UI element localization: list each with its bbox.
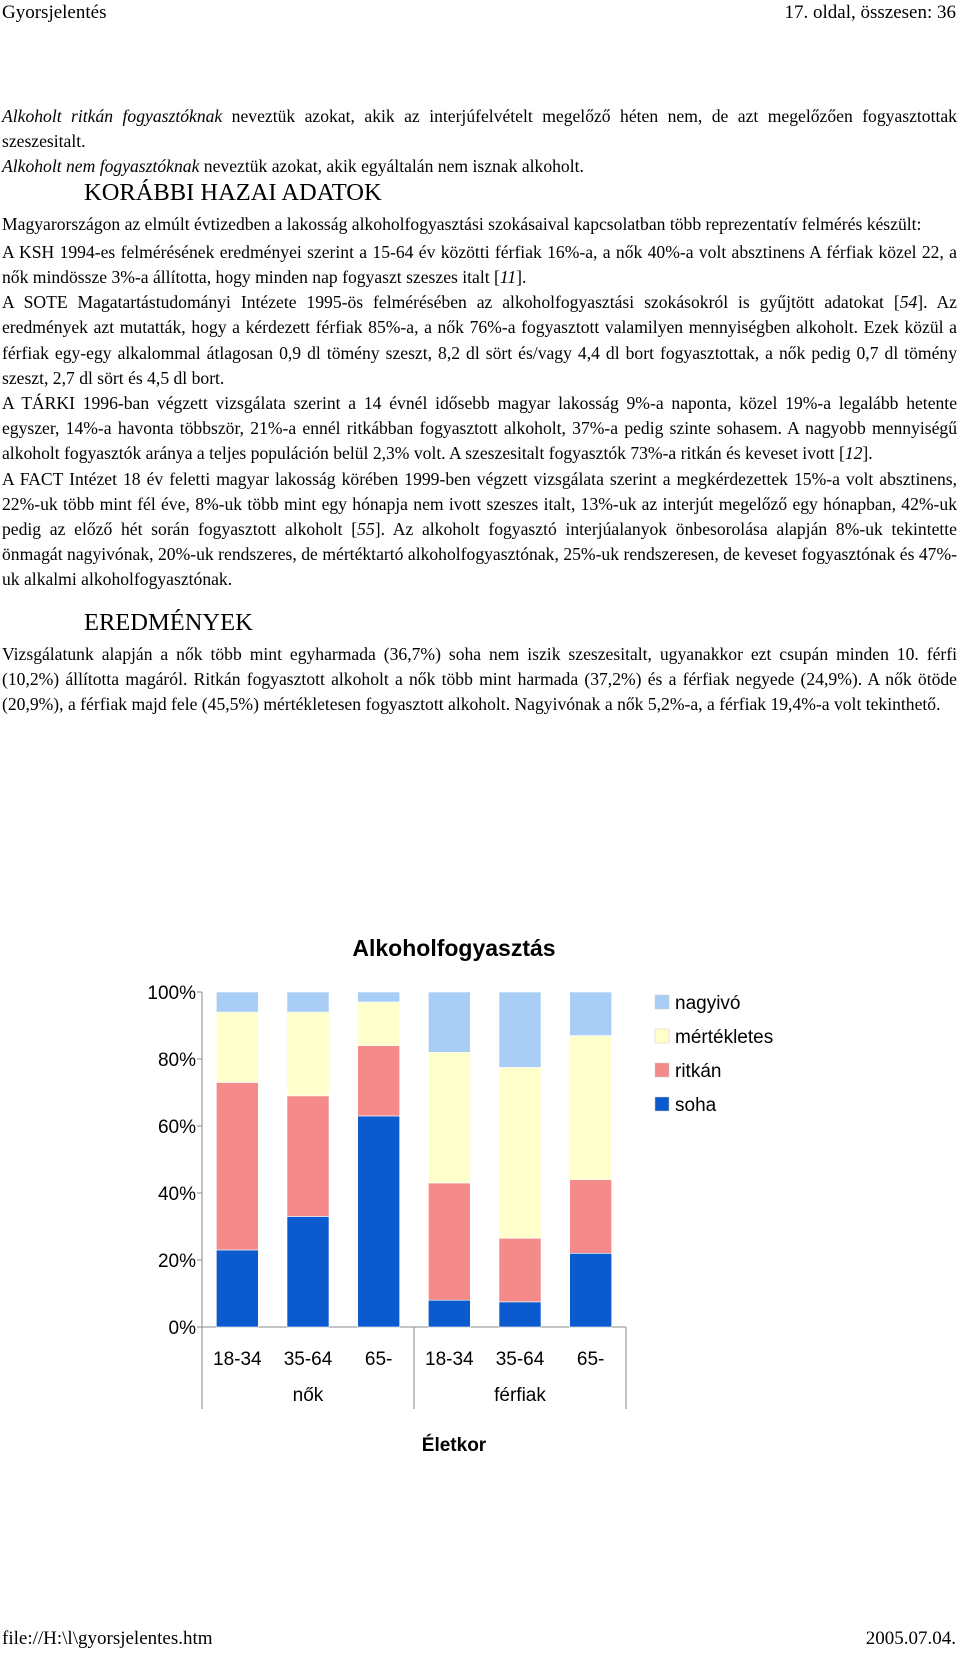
sote-citation: 54 [899,292,918,313]
bar-segment-soha [358,1116,400,1327]
paragraph-fact [2,467,957,593]
y-tick-label: 60% [157,1117,196,1138]
x-tick-label: 65- [576,1349,605,1370]
bar-segment-nagyivó [428,992,470,1052]
x-tick-label: 35-64 [283,1349,333,1370]
document-body [2,104,957,717]
legend-swatch-ritkán [655,1063,669,1077]
x-tick-label: 18-34 [425,1349,474,1370]
legend-label-soha: soha [675,1095,717,1116]
x-group-label: férfiak [494,1385,546,1406]
footer-file-path: file://H:\l\gyorsjelentes.htm [2,1628,213,1649]
header-title: Gyorsjelentés [2,2,107,23]
legend-swatch-nagyivó [655,995,669,1009]
fact-text: A FACT Intézet 18 év feletti magyar lakosság körében 1999-ben végzett vizsgálata szerint a megkérdezettek 15%-a volt absztinens, 22%-uk több mint fél éve, 8%-uk több mint egy hónapja nem ivott szeszes italt, 13%-uk az interjút megelőző egy hónapban, 42%-uk pedig az előző hét során fogyasztott alkoholt [ [2,468,957,540]
x-group-label: nők [292,1385,324,1406]
bar-segment-nagyivó [358,992,400,1002]
paragraph-tarki [2,391,957,467]
y-tick-label: 80% [157,1050,196,1071]
legend-label-ritkán: ritkán [675,1061,722,1082]
legend-swatch-mértékletes [655,1029,669,1043]
bar-segment-nagyivó [499,992,541,1067]
tarki-text: A TÁRKI 1996-ban végzett vizsgálata szerint a 14 évnél idősebb magyar lakosság 9%-a naponta, közel 19%-a legalább hetente egyszer, 14%-a havonta többször, 21%-a ennél ritkábban fogyasztott alkoholt, 37%-a pedig szinte sohasem. A nagyobb mennyiségű alkoholt fogyasztók aránya a teljes populáción belül 2,3% volt. A szeszesitalt fogyasztók 73%-a ritkán és keveset ivott [ [2,393,957,464]
bar-segment-mértékletes [499,1067,541,1238]
section-heading-previous: KORÁBBI HAZAI ADATOK [84,178,382,206]
sote-text: A SOTE Magatartástudományi Intézete 1995-ös felmérésében az alkoholfogyasztási szokásokról is gyűjtött adatokat [ [2,292,900,313]
alcohol-consumption-chart [0,935,960,1490]
x-tick-label: 18-34 [213,1349,262,1370]
bar-segment-mértékletes [428,1052,470,1183]
sote-text-end: ]. Az eredmények azt mutatták, hogy a kérdezett férfiak 85%-a, a nők 76%-a fogyasztott valamilyen mennyiségben alkoholt. Ezek közül a férfiak egy-egy alkalommal átlagosan 0,9 dl tömény szeszt, 8,2 dl sört és/vagy 4,4 dl bort fogyasztottak, a nők pedig 0,7 dl tömény szeszt, 2,7 dl sört és 4,5 dl bort. [2,292,957,388]
bar-segment-soha [216,1250,258,1327]
bar-segment-ritkán [428,1183,470,1300]
bar-segment-soha [287,1216,329,1327]
legend-label-nagyivó: nagyivó [675,993,741,1014]
bar-segment-ritkán [358,1046,400,1116]
ksh-citation: 11 [499,267,517,288]
header-page-number: 17. oldal, összesen: 36 [784,2,956,23]
y-tick-label: 20% [157,1251,196,1272]
y-tick-label: 0% [168,1318,196,1339]
paragraph-ksh [2,240,957,290]
bar-segment-ritkán [287,1096,329,1217]
bar-segment-soha [499,1302,541,1327]
bar-segment-soha [428,1300,470,1327]
bar-segment-nagyivó [287,992,329,1012]
bar-segment-ritkán [499,1238,541,1302]
footer-date: 2005.07.04. [865,1628,956,1649]
definition-non-text: neveztük azokat, akik egyáltalán nem isznak alkoholt. [199,156,584,177]
paragraph-intro: Magyarországon az elmúlt évtizedben a lakosság alkoholfogyasztási szokásaival kapcsolatban több reprezentatív felmérés készült: [2,213,922,234]
paragraph-sote [2,290,957,391]
ksh-text: A KSH 1994-es felmérésének eredményei szerint a 15-64 év közötti férfiak 16%-a, a nők 40%-a volt absztinens A férfiak közel 22, a nők mindössze 3%-a állította, hogy minden nap fogyaszt szeszes italt [ [2,241,957,288]
bar-segment-ritkán [570,1180,612,1254]
bar-segment-nagyivó [570,992,612,1036]
bar-segment-mértékletes [216,1012,258,1082]
ksh-text-end: ]. [516,267,527,288]
bar-segment-ritkán [216,1082,258,1250]
legend-label-mértékletes: mértékletes [675,1027,774,1048]
fact-text-end: ]. Az alkoholt fogyasztó interjúalanyok önbesorolása alapján 8%-uk tekintette önmagát nagyivónak, 20%-uk rendszeres, de mértéktartó alkoholfogyasztónak, 25%-uk rendszeresen, de keveset fogyasztónak és 47%-uk alkalmi alkoholfogyasztónak. [2,519,957,590]
bar-segment-mértékletes [570,1036,612,1180]
definition-rare [2,104,957,154]
legend-swatch-soha [655,1097,669,1111]
tarki-text-end: ]. [862,443,873,464]
bar-segment-mértékletes [287,1012,329,1096]
section-heading-results: EREDMÉNYEK [84,608,253,636]
tarki-citation: 12 [844,443,863,464]
definition-rare-text: neveztük azokat, akik az interjúfelvételt megelőző héten nem, de azt megelőzően fogyasztottak szeszesitalt. [2,106,957,152]
term-rare: Alkoholt ritkán fogyasztóknak [2,106,223,126]
x-tick-label: 35-64 [495,1349,545,1370]
paragraph-results: Vizsgálatunk alapján a nők több mint egyharmada (36,7%) soha nem iszik szeszesitalt, ugyanakkor ezt csupán minden 10. férfi (10,2%) állította magáról. Ritkán fogyasztott alkoholt a nők több mint harmada (37,2%) és a férfiak negyede (24,9%). A nők ötöde (20,9%), a férfiak majd fele (45,5%) mértékletesen fogyasztott alkoholt. Nagyivónak a nők 5,2%-a, a férfiak 19,4%-a volt tekinthető. [2,643,957,715]
y-tick-label: 100% [147,983,196,1004]
fact-citation: 55 [357,519,375,540]
term-non: Alkoholt nem fogyasztóknak [2,156,200,177]
bar-segment-nagyivó [216,992,258,1012]
x-axis-title: Életkor [421,1435,487,1456]
y-tick-label: 40% [157,1184,196,1205]
bar-segment-soha [570,1253,612,1327]
chart-title: Alkoholfogyasztás [352,935,556,961]
page-header [0,0,960,26]
x-tick-label: 65- [364,1349,393,1370]
bar-segment-mértékletes [358,1002,400,1046]
